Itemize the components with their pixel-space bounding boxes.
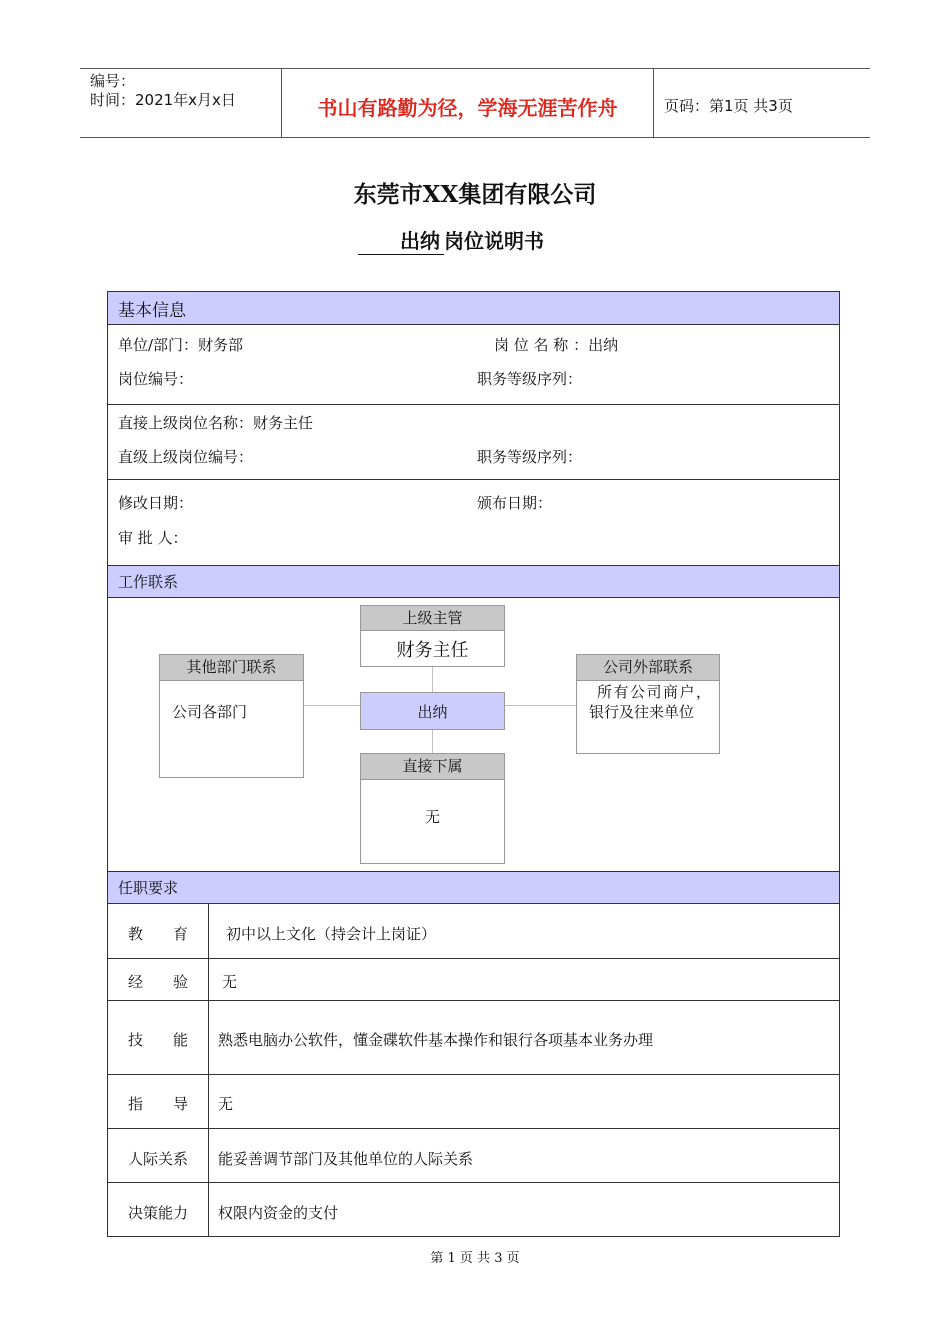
row-divider xyxy=(108,958,839,959)
subordinate-box-header: 直接下属 xyxy=(361,754,504,780)
header-page-number: 页码：第1页 共3页 xyxy=(664,96,793,115)
row-divider xyxy=(108,1000,839,1001)
requirement-label-guidance: 指 导 xyxy=(127,1095,188,1113)
document-title-suffix: 岗位说明书 xyxy=(444,229,544,253)
requirements-column-divider xyxy=(208,903,209,1236)
document-time-label: 时间：2021年x月x日 xyxy=(90,91,236,109)
row-divider xyxy=(108,1074,839,1075)
superior-code-field: 直级上级岗位编号： xyxy=(118,448,254,466)
superior-box-value: 财务主任 xyxy=(396,640,469,661)
position-code-field: 岗位编号： xyxy=(118,370,194,388)
subordinate-box xyxy=(360,753,505,864)
external-contacts-header: 公司外部联系 xyxy=(577,655,719,681)
external-contacts-line1: 所有公司商户， xyxy=(597,683,713,701)
requirement-label-decision: 决策能力 xyxy=(127,1204,188,1222)
connector-line xyxy=(432,730,433,753)
row-divider xyxy=(108,479,839,480)
connector-line xyxy=(303,705,360,706)
company-name: 东莞市XX集团有限公司 xyxy=(353,181,597,208)
issue-date-field: 颁布日期： xyxy=(477,494,553,512)
requirement-value-skills: 熟悉电脑办公软件，懂金碟软件基本操作和银行各项基本业务办理 xyxy=(218,1031,654,1049)
superior-grade-sequence-field: 职务等级序列： xyxy=(477,448,583,466)
superior-box xyxy=(360,605,505,667)
requirement-value-guidance: 无 xyxy=(218,1095,234,1113)
position-center-box: 出纳 xyxy=(360,692,505,730)
page-footer: 第 1 页 共 3 页 xyxy=(430,1251,520,1266)
page-header xyxy=(80,68,870,138)
requirement-label-skills: 技 能 xyxy=(127,1031,188,1049)
header-motto: 书山有路勤为径，学海无涯苦作舟 xyxy=(281,69,654,137)
internal-contacts-value: 公司各部门 xyxy=(172,703,248,721)
requirement-value-relations: 能妥善调节部门及其他单位的人际关系 xyxy=(218,1150,474,1168)
section-header-basic-info: 基本信息 xyxy=(108,292,839,325)
position-title-field: 岗 位 名 称 ：出纳 xyxy=(494,336,619,354)
document-number-label: 编号： xyxy=(90,72,136,90)
internal-contacts-header: 其他部门联系 xyxy=(160,655,303,681)
connector-line xyxy=(432,666,433,692)
subordinate-box-value: 无 xyxy=(424,808,440,826)
unit-department: 单位/部门：财务部 xyxy=(118,336,244,354)
requirement-value-experience: 无 xyxy=(222,973,238,991)
requirement-label-education: 教 育 xyxy=(127,925,188,943)
requirement-label-relations: 人际关系 xyxy=(127,1150,188,1168)
requirement-value-education: 初中以上文化（持会计上岗证） xyxy=(226,925,437,943)
job-description-table xyxy=(107,291,840,1237)
connector-line xyxy=(504,705,576,706)
header-meta xyxy=(80,69,281,137)
row-divider xyxy=(108,404,839,405)
modified-date-field: 修改日期： xyxy=(118,494,194,512)
superior-box-header: 上级主管 xyxy=(361,606,504,631)
grade-sequence-field: 职务等级序列： xyxy=(477,370,583,388)
requirement-value-decision: 权限内资金的支付 xyxy=(218,1204,339,1222)
section-header-requirements: 任职要求 xyxy=(108,871,839,904)
row-divider xyxy=(108,1128,839,1129)
document-title xyxy=(358,228,544,255)
external-contacts-box xyxy=(576,654,720,754)
section-header-work-relations: 工作联系 xyxy=(108,565,839,598)
internal-contacts-box xyxy=(159,654,304,778)
approver-field: 审 批 人： xyxy=(118,529,188,547)
requirement-label-experience: 经 验 xyxy=(127,973,188,991)
work-relations-diagram xyxy=(108,598,839,871)
direct-superior-field: 直接上级岗位名称：财务主任 xyxy=(118,414,314,432)
row-divider xyxy=(108,1182,839,1183)
position-name-underlined: 出纳 xyxy=(358,228,444,255)
external-contacts-line2: 银行及往来单位 xyxy=(589,703,695,721)
